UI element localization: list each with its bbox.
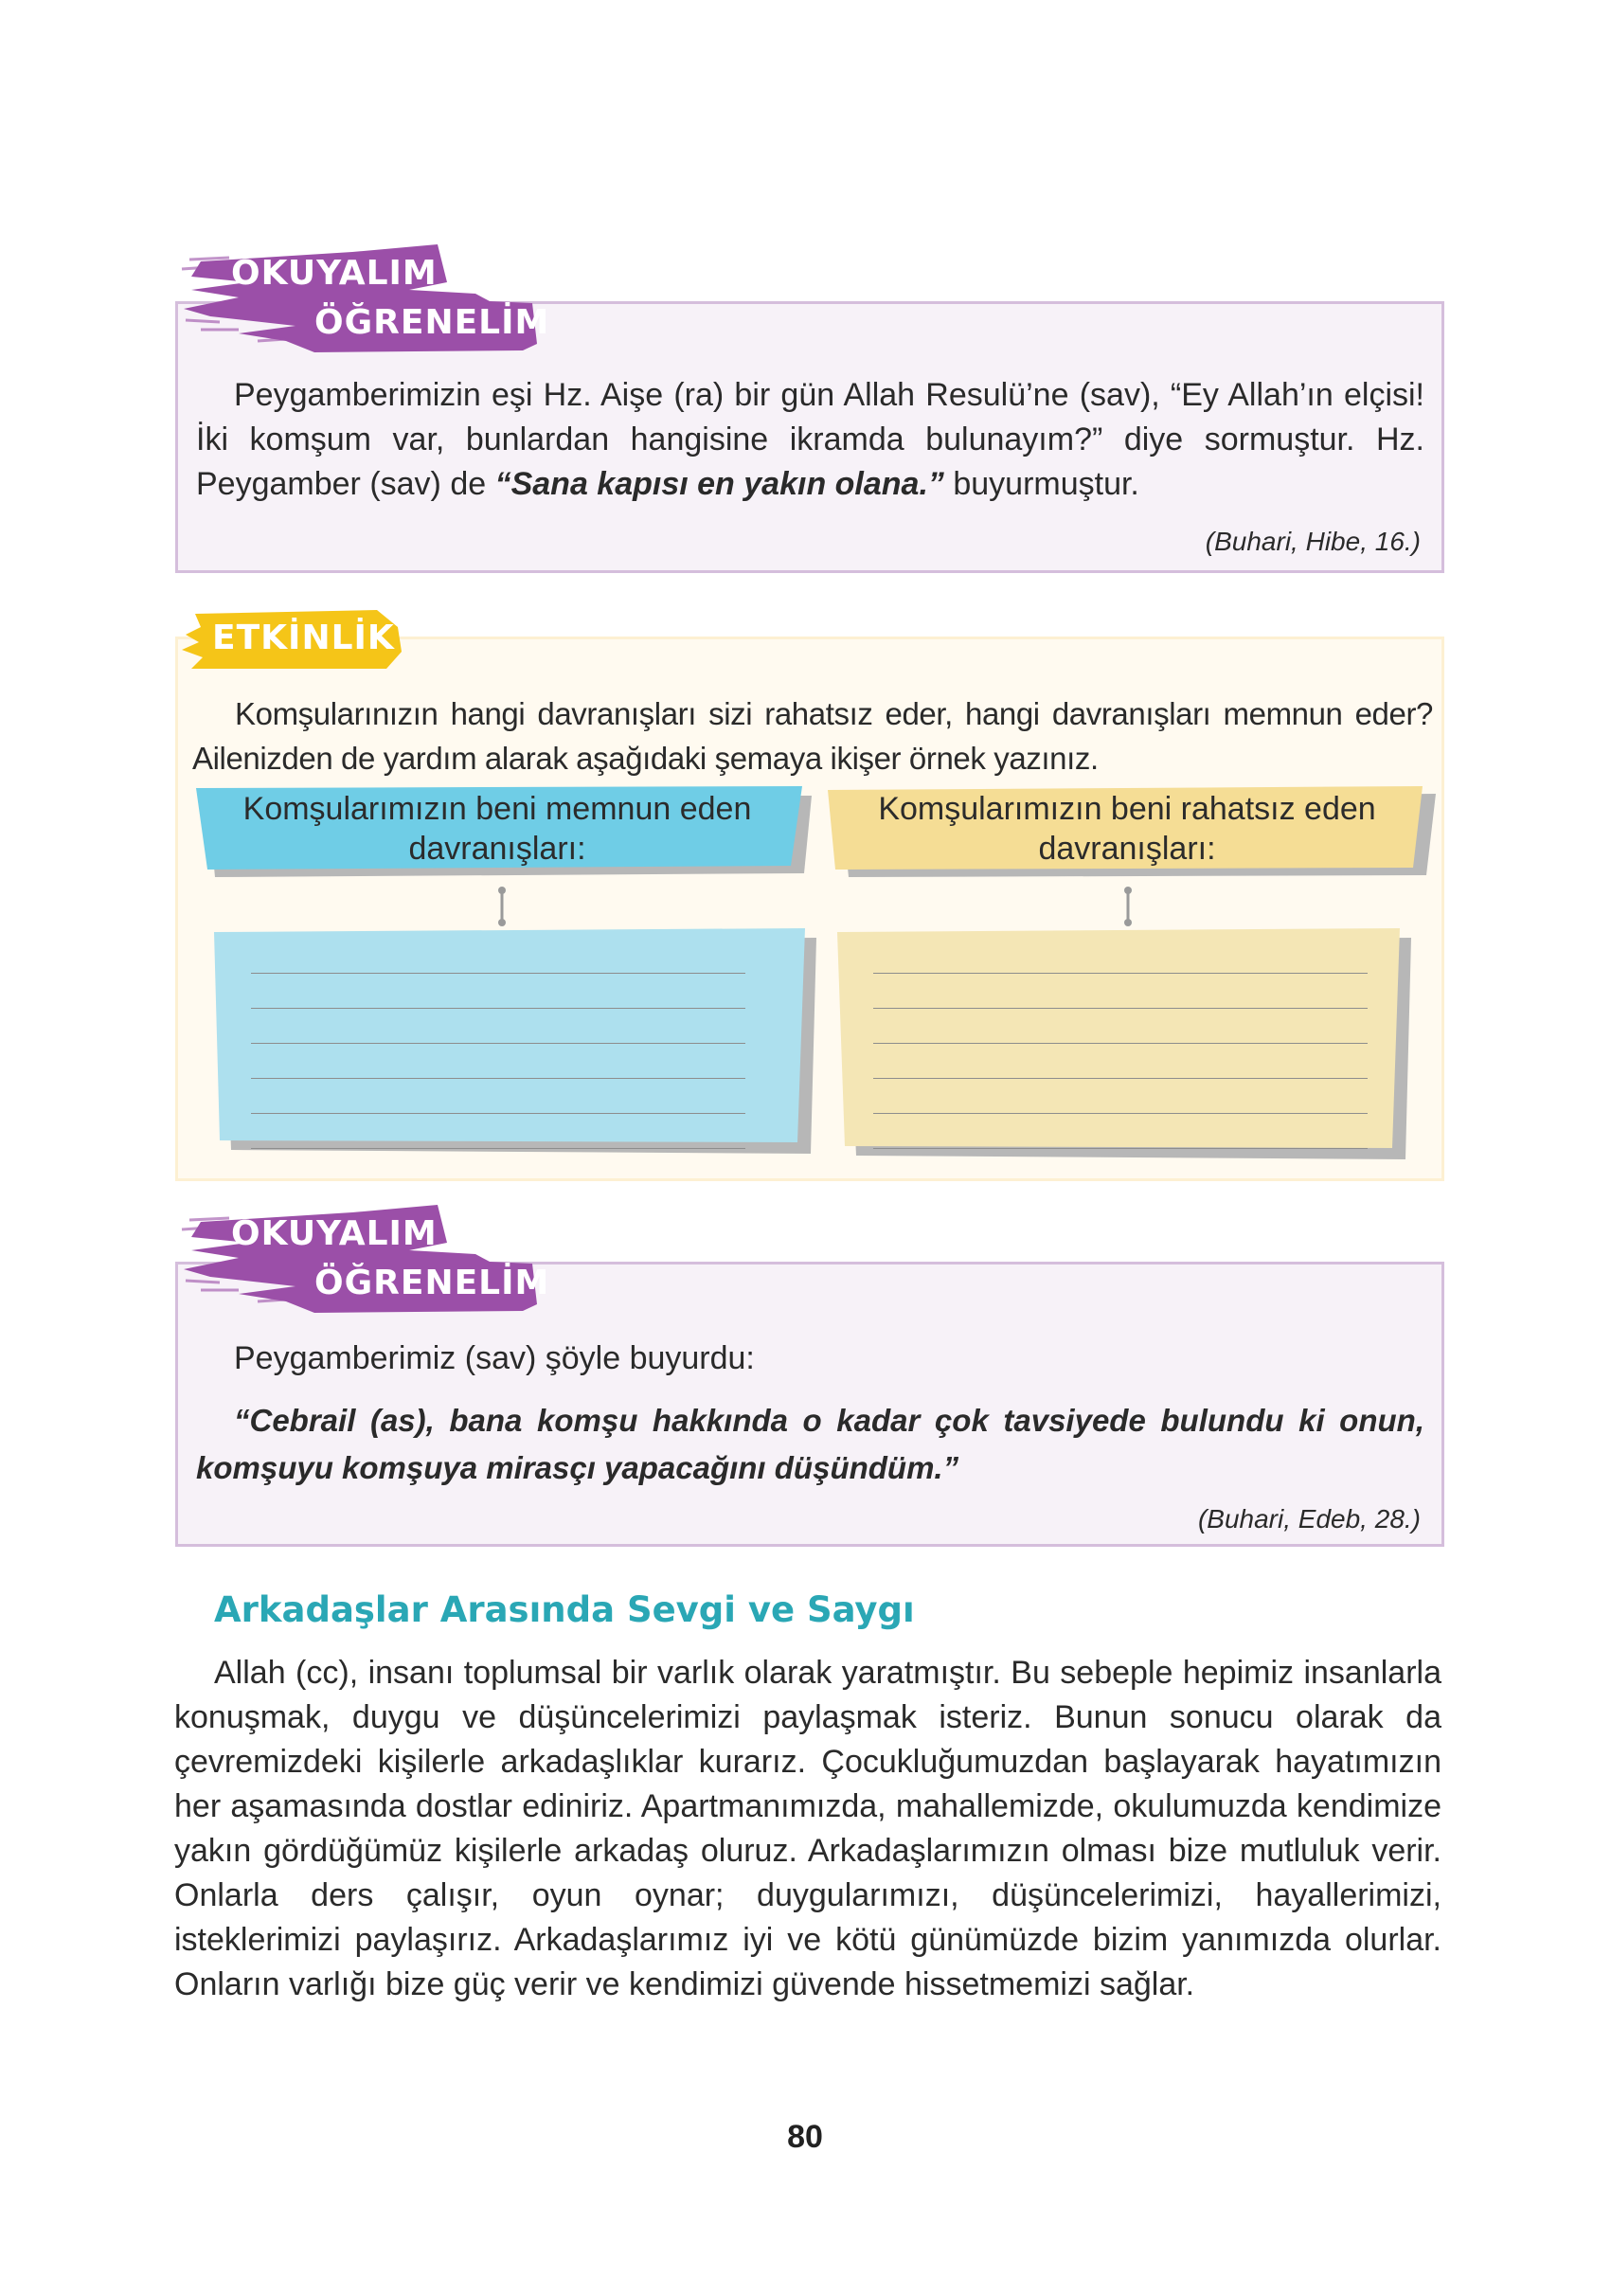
badge-etkinlik: ETKİNLİK (212, 619, 395, 657)
reading-1-text (196, 373, 1424, 507)
reading-1-part1: Peygamberimizin eşi Hz. Aişe (ra) bir gün Allah Resulü’ne (sav), “Ey Allah’ın elçisi! İki komşum var, bunlardan hangisine ikramda bulunayım?” diye sormuştur. Hz. Peygamber (sav) de (196, 377, 1424, 502)
section-title: Arkadaşlar Arasında Sevgi ve Saygı (214, 1589, 915, 1630)
reading-2-source: (Buhari, Edeb, 28.) (1197, 1504, 1421, 1534)
reading-2-intro: Peygamberimiz (sav) şöyle buyurdu: (234, 1340, 755, 1376)
activity-instruction: Komşularınızın hangi davranışları sizi rahatsız eder, hangi davranışları memnun eder? Ailenizden de yardım alarak aşağıdaki şemaya ikişer örnek yazınız. (192, 696, 1433, 776)
page-number: 80 (787, 2119, 823, 2155)
left-column-title: Komşularımızın beni memnun eden davranışları: (242, 791, 752, 867)
reading-1-quote: “Sana kapısı en yakın olana.” (494, 466, 944, 502)
reading-2-quote: “Cebrail (as), bana komşu hakkında o kadar çok tavsiyede bulundu ki onun, komşuyu komşuya mirasçı yapacağını düşündüm.” (196, 1403, 1424, 1485)
left-answer-lines[interactable] (251, 939, 745, 1149)
reading-1-source: (Buhari, Hibe, 16.) (1205, 527, 1421, 556)
activity-badge (178, 606, 405, 673)
badge-ogrenelim: ÖĞRENELİM (314, 1264, 550, 1302)
right-column-title: Komşularımızın beni rahatsız eden davranışları: (878, 791, 1376, 867)
badge-ogrenelim: ÖĞRENELİM (314, 303, 550, 342)
left-connector-icon (492, 885, 511, 928)
right-answer-lines[interactable] (873, 939, 1368, 1149)
reading-badge-2 (172, 1195, 551, 1318)
section-body: Allah (cc), insanı toplumsal bir varlık olarak yaratmıştır. Bu sebeple hepimiz insanlarla konuşmak, duygu ve düşüncelerimizi paylaşmak isteriz. Bunun sonucu olarak da çevremizdeki kişilerle arkadaşlıklar kurarız. Çocukluğumuzdan başlayarak hayatımızın her aşamasında dostlar ediniriz. Apartmanımızda, mahallemizde, okulumuzda kendimize yakın gördüğümüz kişilerle arkadaş oluruz. Arkadaşlarımızın olması bize mutluluk verir. Onlarla ders çalışır, oyun oynar; duygularımızı, düşüncelerimizi, hayallerimizi, isteklerimizi paylaşırız. Arkadaşlarımız iyi ve kötü günümüzde bizim yanımızda olurlar. Onların varlığı bize güç verir ve kendimizi güvende hissetmemizi sağlar. (174, 1655, 1441, 2002)
badge-okuyalim: OKUYALIM (231, 254, 438, 293)
right-connector-icon (1119, 885, 1137, 928)
reading-badge-1 (172, 235, 551, 358)
reading-1-part2: buyurmuştur. (943, 466, 1139, 502)
badge-okuyalim: OKUYALIM (231, 1214, 438, 1253)
